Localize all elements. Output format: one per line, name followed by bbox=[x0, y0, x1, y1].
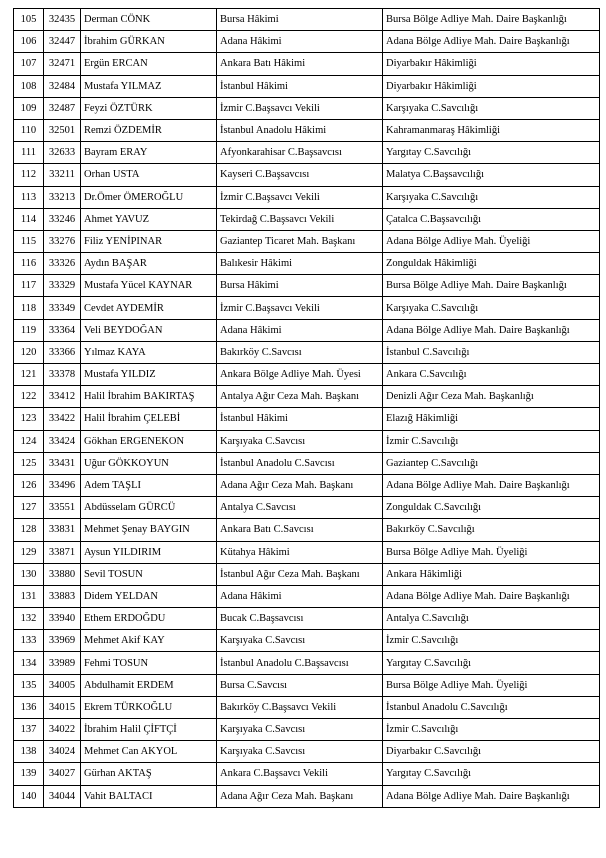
name-cell: Ergün ERCAN bbox=[81, 53, 217, 75]
new-post-cell: Yargıtay C.Savcılığı bbox=[383, 652, 600, 674]
current-post-cell: İzmir C.Başsavcı Vekili bbox=[217, 97, 383, 119]
name-cell: Ethem ERDOĞDU bbox=[81, 608, 217, 630]
registry-number-cell: 32487 bbox=[44, 97, 81, 119]
new-post-cell: İzmir C.Savcılığı bbox=[383, 719, 600, 741]
row-number-cell: 133 bbox=[14, 630, 44, 652]
new-post-cell: İzmir C.Savcılığı bbox=[383, 430, 600, 452]
registry-number-cell: 33412 bbox=[44, 386, 81, 408]
name-cell: Gürhan AKTAŞ bbox=[81, 763, 217, 785]
table-row bbox=[14, 275, 600, 297]
table-row bbox=[14, 164, 600, 186]
current-post-cell: Bursa C.Savcısı bbox=[217, 674, 383, 696]
registry-number-cell: 33496 bbox=[44, 474, 81, 496]
current-post-cell: Adana Hâkimi bbox=[217, 585, 383, 607]
row-number-cell: 131 bbox=[14, 585, 44, 607]
current-post-cell: Antalya C.Savcısı bbox=[217, 497, 383, 519]
registry-number-cell: 32435 bbox=[44, 9, 81, 31]
table-row bbox=[14, 386, 600, 408]
name-cell: Aydın BAŞAR bbox=[81, 253, 217, 275]
row-number-cell: 132 bbox=[14, 608, 44, 630]
current-post-cell: İstanbul Anadolu Hâkimi bbox=[217, 119, 383, 141]
row-number-cell: 136 bbox=[14, 696, 44, 718]
name-cell: Mustafa YILMAZ bbox=[81, 75, 217, 97]
new-post-cell: Diyarbakır C.Savcılığı bbox=[383, 741, 600, 763]
new-post-cell: Bursa Bölge Adliye Mah. Daire Başkanlığı bbox=[383, 275, 600, 297]
name-cell: Adem TAŞLI bbox=[81, 474, 217, 496]
new-post-cell: Bursa Bölge Adliye Mah. Üyeliği bbox=[383, 674, 600, 696]
current-post-cell: Bakırköy C.Savcısı bbox=[217, 341, 383, 363]
table-row bbox=[14, 9, 600, 31]
row-number-cell: 112 bbox=[14, 164, 44, 186]
current-post-cell: Karşıyaka C.Savcısı bbox=[217, 630, 383, 652]
name-cell: Mustafa Yücel KAYNAR bbox=[81, 275, 217, 297]
name-cell: Uğur GÖKKOYUN bbox=[81, 452, 217, 474]
row-number-cell: 127 bbox=[14, 497, 44, 519]
table-row bbox=[14, 186, 600, 208]
name-cell: Fehmi TOSUN bbox=[81, 652, 217, 674]
table-row bbox=[14, 430, 600, 452]
registry-number-cell: 33378 bbox=[44, 364, 81, 386]
name-cell: Abdulhamit ERDEM bbox=[81, 674, 217, 696]
appointment-table bbox=[13, 8, 600, 808]
table-row bbox=[14, 297, 600, 319]
row-number-cell: 123 bbox=[14, 408, 44, 430]
table-row bbox=[14, 408, 600, 430]
name-cell: Veli BEYDOĞAN bbox=[81, 319, 217, 341]
current-post-cell: Balıkesir Hâkimi bbox=[217, 253, 383, 275]
current-post-cell: İstanbul Anadolu C.Başsavcısı bbox=[217, 652, 383, 674]
name-cell: Aysun YILDIRIM bbox=[81, 541, 217, 563]
name-cell: Mehmet Akif KAY bbox=[81, 630, 217, 652]
row-number-cell: 126 bbox=[14, 474, 44, 496]
registry-number-cell: 32484 bbox=[44, 75, 81, 97]
registry-number-cell: 33431 bbox=[44, 452, 81, 474]
table-row bbox=[14, 585, 600, 607]
name-cell: Ahmet YAVUZ bbox=[81, 208, 217, 230]
name-cell: Cevdet AYDEMİR bbox=[81, 297, 217, 319]
registry-number-cell: 33329 bbox=[44, 275, 81, 297]
new-post-cell: Karşıyaka C.Savcılığı bbox=[383, 186, 600, 208]
current-post-cell: Karşıyaka C.Savcısı bbox=[217, 430, 383, 452]
table-row bbox=[14, 253, 600, 275]
new-post-cell: Malatya C.Başsavcılığı bbox=[383, 164, 600, 186]
new-post-cell: İstanbul Anadolu C.Savcılığı bbox=[383, 696, 600, 718]
current-post-cell: İstanbul Hâkimi bbox=[217, 408, 383, 430]
new-post-cell: Çatalca C.Başsavcılığı bbox=[383, 208, 600, 230]
name-cell: İbrahim Halil ÇİFTÇİ bbox=[81, 719, 217, 741]
table-row bbox=[14, 364, 600, 386]
new-post-cell: Karşıyaka C.Savcılığı bbox=[383, 97, 600, 119]
table-row bbox=[14, 763, 600, 785]
table-row bbox=[14, 31, 600, 53]
name-cell: Didem YELDAN bbox=[81, 585, 217, 607]
name-cell: Abdüsselam GÜRCÜ bbox=[81, 497, 217, 519]
new-post-cell: Elazığ Hâkimliği bbox=[383, 408, 600, 430]
name-cell: Halil İbrahim BAKIRTAŞ bbox=[81, 386, 217, 408]
new-post-cell: Adana Bölge Adliye Mah. Daire Başkanlığı bbox=[383, 319, 600, 341]
registry-number-cell: 33424 bbox=[44, 430, 81, 452]
name-cell: Mustafa YILDIZ bbox=[81, 364, 217, 386]
current-post-cell: Adana Ağır Ceza Mah. Başkanı bbox=[217, 785, 383, 807]
table-row bbox=[14, 719, 600, 741]
row-number-cell: 134 bbox=[14, 652, 44, 674]
row-number-cell: 119 bbox=[14, 319, 44, 341]
row-number-cell: 139 bbox=[14, 763, 44, 785]
row-number-cell: 121 bbox=[14, 364, 44, 386]
row-number-cell: 111 bbox=[14, 142, 44, 164]
new-post-cell: Adana Bölge Adliye Mah. Daire Başkanlığı bbox=[383, 585, 600, 607]
registry-number-cell: 33422 bbox=[44, 408, 81, 430]
new-post-cell: Bursa Bölge Adliye Mah. Üyeliği bbox=[383, 541, 600, 563]
row-number-cell: 114 bbox=[14, 208, 44, 230]
registry-number-cell: 33831 bbox=[44, 519, 81, 541]
registry-number-cell: 34022 bbox=[44, 719, 81, 741]
registry-number-cell: 33880 bbox=[44, 563, 81, 585]
row-number-cell: 108 bbox=[14, 75, 44, 97]
table-row bbox=[14, 75, 600, 97]
row-number-cell: 110 bbox=[14, 119, 44, 141]
name-cell: Derman CÖNK bbox=[81, 9, 217, 31]
new-post-cell: Bakırköy C.Savcılığı bbox=[383, 519, 600, 541]
row-number-cell: 137 bbox=[14, 719, 44, 741]
current-post-cell: Bursa Hâkimi bbox=[217, 9, 383, 31]
registry-number-cell: 32447 bbox=[44, 31, 81, 53]
current-post-cell: Ankara C.Başsavcı Vekili bbox=[217, 763, 383, 785]
registry-number-cell: 33871 bbox=[44, 541, 81, 563]
table-row bbox=[14, 652, 600, 674]
name-cell: Vahit BALTACI bbox=[81, 785, 217, 807]
table-row bbox=[14, 142, 600, 164]
registry-number-cell: 34027 bbox=[44, 763, 81, 785]
registry-number-cell: 34024 bbox=[44, 741, 81, 763]
name-cell: Ekrem TÜRKOĞLU bbox=[81, 696, 217, 718]
registry-number-cell: 34015 bbox=[44, 696, 81, 718]
table-row bbox=[14, 785, 600, 807]
name-cell: Sevil TOSUN bbox=[81, 563, 217, 585]
registry-number-cell: 34044 bbox=[44, 785, 81, 807]
row-number-cell: 138 bbox=[14, 741, 44, 763]
new-post-cell: Karşıyaka C.Savcılığı bbox=[383, 297, 600, 319]
name-cell: Yılmaz KAYA bbox=[81, 341, 217, 363]
name-cell: Mehmet Can AKYOL bbox=[81, 741, 217, 763]
table-row bbox=[14, 608, 600, 630]
table-row bbox=[14, 541, 600, 563]
registry-number-cell: 33969 bbox=[44, 630, 81, 652]
new-post-cell: Adana Bölge Adliye Mah. Daire Başkanlığı bbox=[383, 474, 600, 496]
current-post-cell: Karşıyaka C.Savcısı bbox=[217, 719, 383, 741]
name-cell: Halil İbrahim ÇELEBİ bbox=[81, 408, 217, 430]
new-post-cell: Kahramanmaraş Hâkimliği bbox=[383, 119, 600, 141]
current-post-cell: Bursa Hâkimi bbox=[217, 275, 383, 297]
new-post-cell: Ankara C.Savcılığı bbox=[383, 364, 600, 386]
name-cell: Remzi ÖZDEMİR bbox=[81, 119, 217, 141]
row-number-cell: 118 bbox=[14, 297, 44, 319]
row-number-cell: 116 bbox=[14, 253, 44, 275]
name-cell: Gökhan ERGENEKON bbox=[81, 430, 217, 452]
table-row bbox=[14, 696, 600, 718]
new-post-cell: Diyarbakır Hâkimliği bbox=[383, 53, 600, 75]
current-post-cell: Antalya Ağır Ceza Mah. Başkanı bbox=[217, 386, 383, 408]
new-post-cell: Yargıtay C.Savcılığı bbox=[383, 763, 600, 785]
table-row bbox=[14, 452, 600, 474]
registry-number-cell: 33940 bbox=[44, 608, 81, 630]
new-post-cell: Adana Bölge Adliye Mah. Daire Başkanlığı bbox=[383, 785, 600, 807]
table-row bbox=[14, 97, 600, 119]
row-number-cell: 120 bbox=[14, 341, 44, 363]
table-row bbox=[14, 630, 600, 652]
current-post-cell: İstanbul Hâkimi bbox=[217, 75, 383, 97]
name-cell: Dr.Ömer ÖMEROĞLU bbox=[81, 186, 217, 208]
registry-number-cell: 33211 bbox=[44, 164, 81, 186]
current-post-cell: İstanbul Anadolu C.Savcısı bbox=[217, 452, 383, 474]
table-row bbox=[14, 497, 600, 519]
name-cell: Filiz YENİPINAR bbox=[81, 230, 217, 252]
row-number-cell: 124 bbox=[14, 430, 44, 452]
new-post-cell: Zonguldak C.Savcılığı bbox=[383, 497, 600, 519]
name-cell: Orhan USTA bbox=[81, 164, 217, 186]
new-post-cell: Denizli Ağır Ceza Mah. Başkanlığı bbox=[383, 386, 600, 408]
registry-number-cell: 33246 bbox=[44, 208, 81, 230]
new-post-cell: İstanbul C.Savcılığı bbox=[383, 341, 600, 363]
registry-number-cell: 32501 bbox=[44, 119, 81, 141]
new-post-cell: Adana Bölge Adliye Mah. Üyeliği bbox=[383, 230, 600, 252]
table-row bbox=[14, 319, 600, 341]
row-number-cell: 106 bbox=[14, 31, 44, 53]
row-number-cell: 117 bbox=[14, 275, 44, 297]
current-post-cell: Bucak C.Başsavcısı bbox=[217, 608, 383, 630]
registry-number-cell: 33326 bbox=[44, 253, 81, 275]
current-post-cell: Ankara Batı Hâkimi bbox=[217, 53, 383, 75]
row-number-cell: 129 bbox=[14, 541, 44, 563]
new-post-cell: Adana Bölge Adliye Mah. Daire Başkanlığı bbox=[383, 31, 600, 53]
current-post-cell: İzmir C.Başsavcı Vekili bbox=[217, 186, 383, 208]
new-post-cell: Ankara Hâkimliği bbox=[383, 563, 600, 585]
appointment-table-body bbox=[14, 9, 600, 808]
row-number-cell: 128 bbox=[14, 519, 44, 541]
registry-number-cell: 33883 bbox=[44, 585, 81, 607]
table-row bbox=[14, 741, 600, 763]
table-row bbox=[14, 674, 600, 696]
row-number-cell: 130 bbox=[14, 563, 44, 585]
registry-number-cell: 32471 bbox=[44, 53, 81, 75]
new-post-cell: Antalya C.Savcılığı bbox=[383, 608, 600, 630]
current-post-cell: Adana Hâkimi bbox=[217, 31, 383, 53]
name-cell: Feyzi ÖZTÜRK bbox=[81, 97, 217, 119]
new-post-cell: Diyarbakır Hâkimliği bbox=[383, 75, 600, 97]
name-cell: Mehmet Şenay BAYGIN bbox=[81, 519, 217, 541]
table-row bbox=[14, 208, 600, 230]
current-post-cell: Bakırköy C.Başsavcı Vekili bbox=[217, 696, 383, 718]
registry-number-cell: 33551 bbox=[44, 497, 81, 519]
current-post-cell: Karşıyaka C.Savcısı bbox=[217, 741, 383, 763]
row-number-cell: 125 bbox=[14, 452, 44, 474]
current-post-cell: İzmir C.Başsavcı Vekili bbox=[217, 297, 383, 319]
name-cell: Bayram ERAY bbox=[81, 142, 217, 164]
current-post-cell: Afyonkarahisar C.Başsavcısı bbox=[217, 142, 383, 164]
table-row bbox=[14, 119, 600, 141]
current-post-cell: Adana Ağır Ceza Mah. Başkanı bbox=[217, 474, 383, 496]
row-number-cell: 105 bbox=[14, 9, 44, 31]
current-post-cell: Ankara Batı C.Savcısı bbox=[217, 519, 383, 541]
current-post-cell: Gaziantep Ticaret Mah. Başkanı bbox=[217, 230, 383, 252]
registry-number-cell: 33276 bbox=[44, 230, 81, 252]
current-post-cell: Ankara Bölge Adliye Mah. Üyesi bbox=[217, 364, 383, 386]
name-cell: İbrahim GÜRKAN bbox=[81, 31, 217, 53]
current-post-cell: Adana Hâkimi bbox=[217, 319, 383, 341]
row-number-cell: 122 bbox=[14, 386, 44, 408]
current-post-cell: Kayseri C.Başsavcısı bbox=[217, 164, 383, 186]
registry-number-cell: 32633 bbox=[44, 142, 81, 164]
table-row bbox=[14, 563, 600, 585]
registry-number-cell: 33349 bbox=[44, 297, 81, 319]
table-row bbox=[14, 53, 600, 75]
row-number-cell: 140 bbox=[14, 785, 44, 807]
row-number-cell: 115 bbox=[14, 230, 44, 252]
current-post-cell: Kütahya Hâkimi bbox=[217, 541, 383, 563]
new-post-cell: Bursa Bölge Adliye Mah. Daire Başkanlığı bbox=[383, 9, 600, 31]
row-number-cell: 135 bbox=[14, 674, 44, 696]
table-row bbox=[14, 519, 600, 541]
current-post-cell: İstanbul Ağır Ceza Mah. Başkanı bbox=[217, 563, 383, 585]
table-row bbox=[14, 230, 600, 252]
new-post-cell: Zonguldak Hâkimliği bbox=[383, 253, 600, 275]
current-post-cell: Tekirdağ C.Başsavcı Vekili bbox=[217, 208, 383, 230]
registry-number-cell: 33213 bbox=[44, 186, 81, 208]
registry-number-cell: 33366 bbox=[44, 341, 81, 363]
registry-number-cell: 34005 bbox=[44, 674, 81, 696]
row-number-cell: 107 bbox=[14, 53, 44, 75]
row-number-cell: 113 bbox=[14, 186, 44, 208]
table-row bbox=[14, 341, 600, 363]
registry-number-cell: 33364 bbox=[44, 319, 81, 341]
new-post-cell: Yargıtay C.Savcılığı bbox=[383, 142, 600, 164]
row-number-cell: 109 bbox=[14, 97, 44, 119]
new-post-cell: Gaziantep C.Savcılığı bbox=[383, 452, 600, 474]
table-row bbox=[14, 474, 600, 496]
new-post-cell: İzmir C.Savcılığı bbox=[383, 630, 600, 652]
registry-number-cell: 33989 bbox=[44, 652, 81, 674]
